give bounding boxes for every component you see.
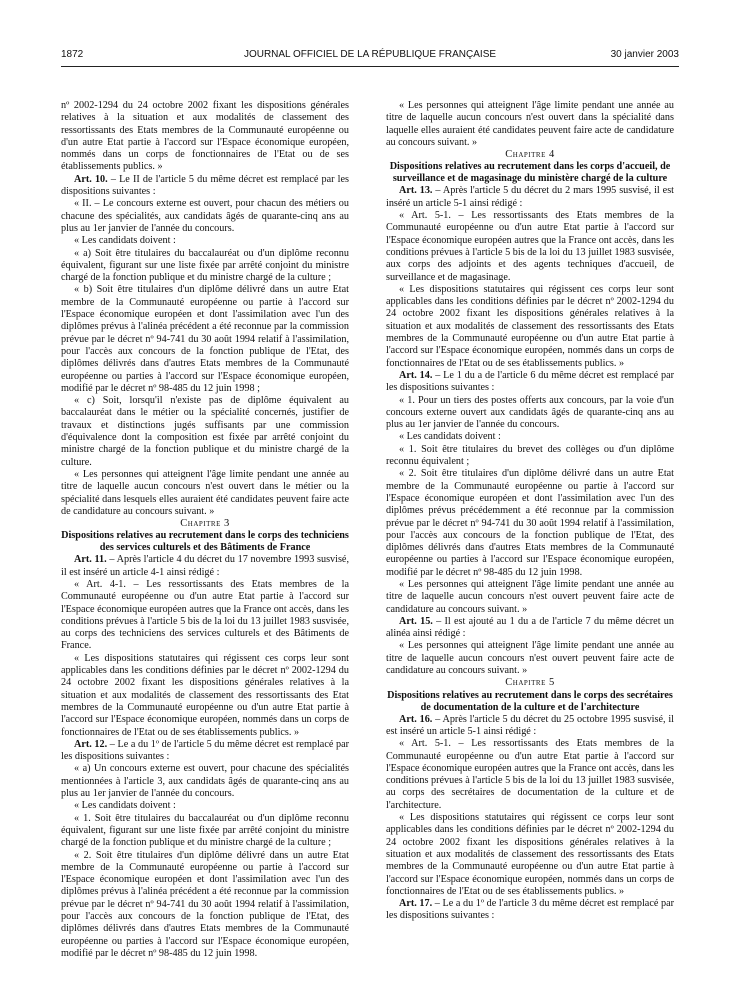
chapter-title: Dispositions relatives au recrutement dans les corps d'accueil, de surveillance et de magasinage du ministère chargé de la culture	[389, 161, 671, 185]
paragraph: « 1. Pour un tiers des postes offerts aux concours, par la voie d'un concours externe ouvert aux candidats âgés de quarante-cinq ans au plus au 1er janvier de l'année du concours.	[386, 394, 674, 431]
article-label: Art. 13.	[399, 185, 433, 197]
paragraph: « II. – Le concours externe est ouvert, pour chacun des métiers ou chacune des spécialités, aux candidats âgés de quarante-cinq ans au plus au 1er janvier de l'année du concours.	[61, 198, 349, 234]
header-rule	[61, 66, 679, 67]
article-16	[386, 714, 674, 739]
article-text: – Après l'article 5 du décret du 2 mars 1995 susvisé, il est inséré un article 5-1 ainsi rédigé :	[386, 185, 674, 209]
chapter-heading: Chapitre 3	[180, 518, 230, 530]
article-10	[61, 174, 349, 199]
article-label: Art. 11.	[74, 554, 107, 566]
paragraph: nº 2002-1294 du 24 octobre 2002 fixant les dispositions générales relatives à la situation et aux modalités de classement des ressortissants des Etats membres de la Communauté européenne ou d'un autre Etat partie à l'accord sur l'Espace économique européen, nommés dans un corps de fonctionnaires de l'Etat ou de ses établissements publics. »	[61, 100, 349, 173]
paragraph: « 1. Soit être titulaires du baccalauréat ou d'un diplôme reconnu équivalent, figurant sur une liste fixée par arrêté conjoint du ministre chargé de la fonction publique et du ministre chargé de la culture ;	[61, 812, 349, 849]
paragraph: « Art. 5-1. – Les ressortissants des Etats membres de la Communauté européenne ou d'un autre Etat partie à l'accord sur l'Espace économique européen autres que la France ont accès, dans les conditions prévues à l'article 5 bis de la loi du 13 juillet 1983 susvisée, aux corps des adjoints et des agents techniques d'accueil, de surveillance et de magasinage.	[386, 210, 674, 283]
article-12	[61, 739, 349, 764]
paragraph: « Les candidats doivent :	[399, 431, 501, 443]
chapter-heading: Chapitre 4	[505, 149, 555, 161]
paragraph: « 2. Soit être titulaires d'un diplôme délivré dans un autre Etat membre de la Communauté européenne ou partie à l'accord sur l'Espace économique européen et dont l'assimilation avec l'un des diplômes prévus précédemment a été reconnue par la commission prévue par le décret nº 94-741 du 30 août 1994 relatif à l'assimilation, pour l'accès aux concours de la fonction publique de l'Etat, des diplômes délivrés dans d'autres Etats membres de la Communauté européenne ou parties à l'accord sur l'Espace économique européen, modifié par le décret nº 98-485 du 12 juin 1998.	[386, 468, 674, 578]
article-label: Art. 15.	[399, 615, 433, 627]
paragraph: « c) Soit, lorsqu'il n'existe pas de diplôme équivalent au baccalauréat dans le métier ou la spécialité concernés, justifier de travaux et distinctions jugés suffisants par une commission d'équivalence dont la composition est fixée par arrêté conjoint du ministre chargé de la fonction publique et du ministre chargé de la culture.	[61, 395, 349, 468]
article-label: Art. 12.	[74, 738, 108, 750]
left-column	[61, 100, 349, 960]
chapter-title: Dispositions relatives au recrutement dans le corps des techniciens des services culturels et des Bâtiments de France	[61, 530, 349, 554]
article-14	[386, 370, 674, 395]
article-label: Art. 10.	[74, 173, 108, 185]
paragraph: « Les personnes qui atteignent l'âge limite pendant une année au titre de laquelle aucun concours n'est ouvert peuvent faire acte de candidature au concours suivant. »	[386, 578, 674, 615]
article-17	[386, 898, 674, 923]
article-text: – Le II de l'article 5 du même décret est remplacé par les dispositions suivantes :	[61, 173, 349, 198]
paragraph: « a) Un concours externe est ouvert, pour chacune des spécialités mentionnées à l'article 3, aux candidats âgés de quarante-cinq ans au plus au 1er janvier de l'année du concours.	[61, 763, 349, 800]
paragraph: « Les candidats doivent :	[74, 800, 176, 812]
paragraph: « b) Soit être titulaires d'un diplôme délivré dans un autre Etat membre de la Communauté européenne ou partie à l'accord sur l'Espace économique européen et dont l'assimilation avec l'un des diplômes prévus à l'alinéa précédent a été reconnue par la commission prévue par le décret nº 94-741 du 30 août 1994 relatif à l'assimilation, pour l'accès aux concours de la fonction publique de l'Etat, des diplômes délivrés dans d'autres Etats membres de la Communauté européenne ou parties à l'accord sur l'Espace économique européen, modifié par le décret nº 98-485 du 12 juin 1998 ;	[61, 284, 349, 394]
paragraph: « a) Soit être titulaires du baccalauréat ou d'un diplôme reconnu équivalent, figurant sur une liste fixée par arrêté conjoint du ministre chargé de la fonction publique et du ministre chargé de la culture ;	[61, 247, 349, 284]
issue-date: 30 janvier 2003	[610, 49, 679, 60]
page-number: 1872	[61, 49, 84, 60]
chapter-title: Dispositions relatives au recrutement dans le corps des secrétaires de documentation de la culture et de l'architecture	[387, 689, 673, 713]
chapter-heading: Chapitre 5	[505, 677, 555, 689]
article-label: Art. 14.	[399, 369, 433, 381]
paragraph: « Les dispositions statutaires qui régissent ce corps leur sont applicables dans les conditions définies par le décret nº 2002-1294 du 24 octobre 2002 fixant les dispositions générales relatives à la situation et aux modalités de classement des ressortissants des Etats membres de la Communauté européenne ou d'un autre Etat partie à l'accord sur l'Espace économique européen, nommés dans un corps de fonctionnaires de l'Etat ou de ses établissements publics. »	[386, 812, 674, 897]
article-text: – Le 1 du a de l'article 6 du même décret est remplacé par les dispositions suivantes :	[386, 369, 674, 394]
journal-title: JOURNAL OFFICIEL DE LA RÉPUBLIQUE FRANÇAISE	[243, 49, 497, 60]
article-text: – Après l'article 5 du décret du 25 octobre 1995 susvisé, il est inséré un article 5-1 ainsi rédigé :	[386, 713, 674, 737]
article-11	[61, 554, 349, 579]
page-header	[61, 49, 679, 63]
article-15	[386, 616, 674, 641]
paragraph: « Les personnes qui atteignent l'âge limite pendant une année au titre de laquelle aucun concours n'est ouvert peuvent faire acte de candidature au concours suivant. »	[386, 640, 674, 677]
paragraph: « Les candidats doivent :	[74, 235, 176, 247]
article-text: – Le a du 1º de l'article 5 du même décret est remplacé par les dispositions suivantes :	[61, 738, 349, 763]
right-column	[386, 100, 674, 923]
paragraph: « Les personnes qui atteignent l'âge limite pendant une année au titre de laquelle aucun concours n'est ouvert dans le métier ou la spécialité dans lesquels elles auraient été candidates peuvent faire acte de candidature au concours suivant. »	[61, 468, 349, 517]
paragraph: « Les dispositions statutaires qui régissent ces corps leur sont applicables dans les conditions définies par le décret nº 2002-1294 du 24 octobre 2002 fixant les dispositions générales relatives à la situation et aux modalités de classement des ressortissants des Etat membres de la Communauté européenne ou d'un autre Etat partie à l'accord sur l'Espace économique européen, nommés dans un corps de fonctionnaires de l'Etat ou de ses établissements publics. »	[61, 652, 349, 738]
article-label: Art. 17.	[399, 898, 433, 910]
paragraph: « Art. 5-1. – Les ressortissants des Etats membres de la Communauté européenne ou d'un autre Etat partie à l'accord sur l'Espace économique européen autres que la France ont accès, dans les conditions prévues à l'article 5 bis de la loi du 13 juillet 1983 susvisée, au corps des secrétaires de documentation de la culture et de l'architecture.	[386, 738, 674, 811]
article-13	[386, 185, 674, 210]
paragraph: « Les personnes qui atteignent l'âge limite pendant une année au titre de laquelle aucun concours n'est ouvert dans la spécialité dans laquelle elles auraient été candidates peuvent faire acte de candidature au concours suivant. »	[386, 100, 674, 148]
paragraph: « Les dispositions statutaires qui régissent ces corps leur sont applicables dans les conditions définies par le décret nº 2002-1294 du 24 octobre 2002 fixant les dispositions générales relatives à la situation et aux modalités de classement des ressortissants des Etats membres de la Communauté européenne ou d'un autre Etat partie à l'accord sur l'Espace économique européen, nommés dans un corps de fonctionnaires de l'Etat ou de ses établissements publics. »	[386, 283, 674, 369]
article-text: – Il est ajouté au 1 du a de l'article 7 du même décret un alinéa ainsi rédigé :	[386, 615, 674, 640]
paragraph: « 1. Soit être titulaires du brevet des collèges ou d'un diplôme reconnu équivalent ;	[386, 443, 674, 468]
article-text: – Le a du 1º de l'article 3 du même décret est remplacé par les dispositions suivantes :	[386, 898, 674, 922]
article-text: – Après l'article 4 du décret du 17 novembre 1993 susvisé, il est inséré un article 4-1 ainsi rédigé :	[61, 554, 349, 578]
paragraph: « 2. Soit être titulaires d'un diplôme délivré dans un autre Etat membre de la Communauté européenne ou partie à l'accord sur l'Espace économique européen et dont l'assimilation avec l'un des diplômes prévus à l'alinéa précédent a été reconnue par la commission prévue par le décret nº 94-741 du 30 août 1994 relatif à l'assimilation, pour l'accès aux concours de la fonction publique de l'Etat, des diplômes délivrés dans d'autres Etats membres de la Communauté européenne ou parties à l'accord sur l'Espace économique européen, modifié par le décret nº 98-485 du 12 juin 1998.	[61, 849, 349, 959]
article-label: Art. 16.	[399, 713, 433, 725]
paragraph: « Art. 4-1. – Les ressortissants des Etats membres de la Communauté européenne ou d'un autre Etat partie à l'accord sur l'Espace économique européen autres que la France ont accès, dans les conditions prévues à l'article 5 bis de la loi du 13 juillet 1983 susvisée, au corps des techniciens des services culturels et des Bâtiments de France.	[61, 578, 349, 652]
